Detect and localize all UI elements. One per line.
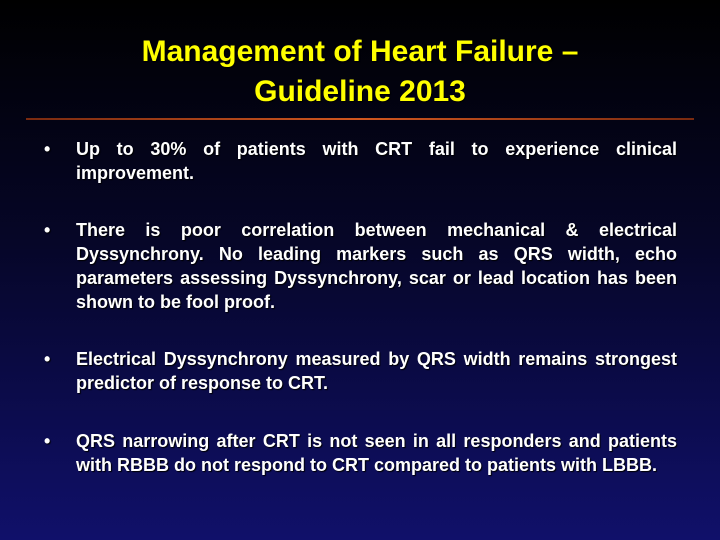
bullet-marker: • <box>44 349 51 369</box>
bullet-item <box>44 347 677 395</box>
bullet-item <box>44 218 677 314</box>
bullet-text: There is poor correlation between mechanical & electrical Dyssynchrony. No leading markers such as QRS width, echo parameters assessing Dyssynchrony, scar or lead location has been shown to be fool proof. <box>76 220 677 312</box>
slide-title-line-2: Guideline 2013 <box>254 75 466 108</box>
bullet-text: Up to 30% of patients with CRT fail to experience clinical improvement. <box>76 139 677 183</box>
bullet-marker: • <box>44 431 51 451</box>
bullet-item <box>44 137 677 185</box>
bullet-text: Electrical Dyssynchrony measured by QRS width remains strongest predictor of response to CRT. <box>76 349 677 393</box>
bullet-marker: • <box>44 139 51 159</box>
slide-title-line-1: Management of Heart Failure – <box>141 35 579 68</box>
bullet-text: QRS narrowing after CRT is not seen in all responders and patients with RBBB do not respond to CRT compared to patients with LBBB. <box>76 431 677 475</box>
bullet-item <box>44 429 677 477</box>
bullet-marker: • <box>44 220 51 240</box>
